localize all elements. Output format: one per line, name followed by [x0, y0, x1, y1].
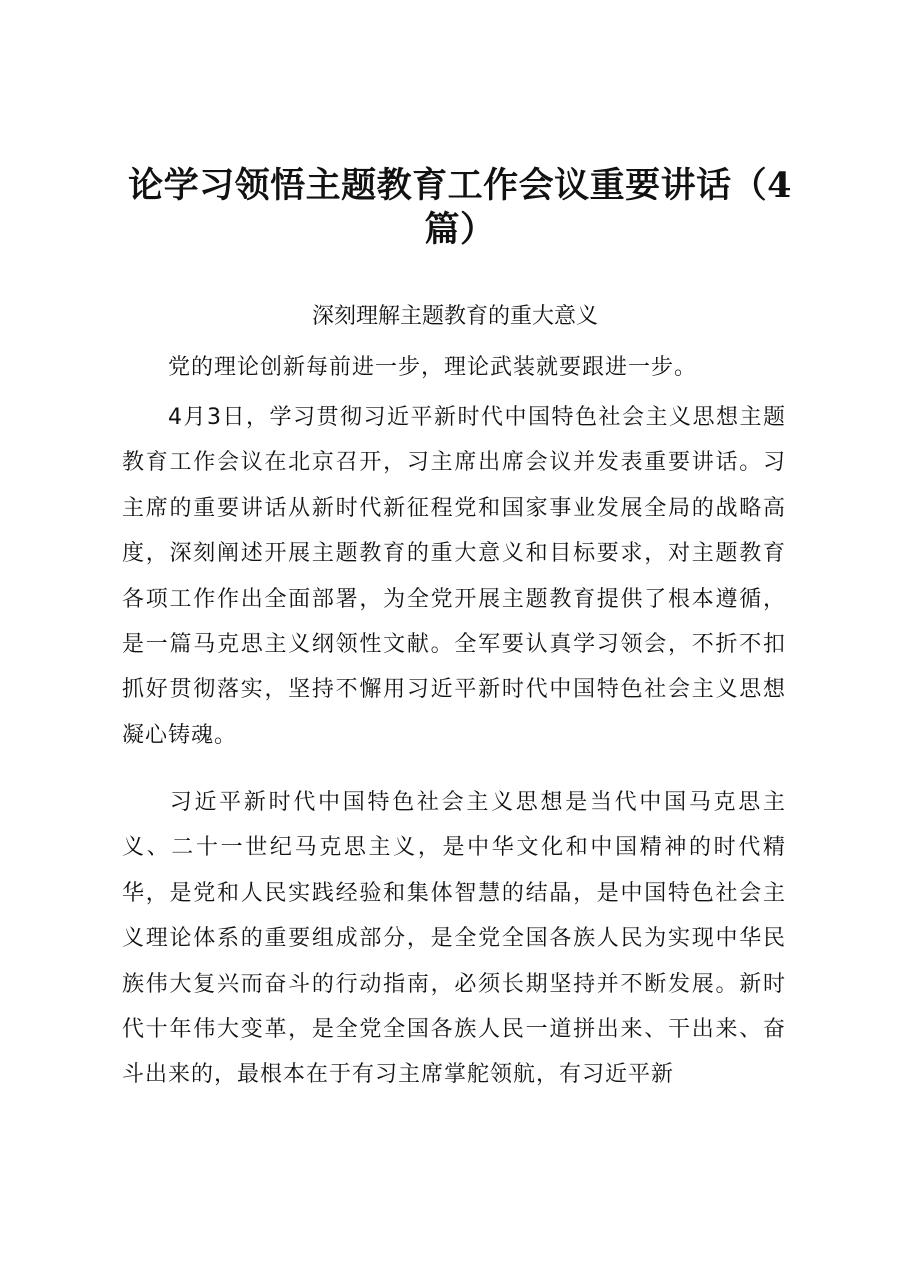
paragraph — [122, 780, 786, 1098]
document-title: 论学习领悟主题教育工作会议重要讲话（4篇） — [128, 165, 792, 250]
paragraph — [122, 345, 786, 390]
paragraph — [122, 395, 786, 758]
paragraph-text: 4月3日，学习贯彻习近平新时代中国特色社会主义思想主题教育工作会议在北京召开，习主席出席会议并发表重要讲话。习主席的重要讲话从新时代新征程党和国家事业发展全局的战略高度，深刻阐述开展主题教育的重大意义和目标要求，对主题教育各项工作作出全面部署，为全党开展主题教育提供了根本遵循，是一篇马克思主义纲领性文献。全军要认真学习领会，不折不扣抓好贯彻落实，坚持不懈用习近平新时代中国特色社会主义思想凝心铸魂。 — [122, 405, 786, 748]
paragraph-text: 党的理论创新每前进一步，理论武装就要跟进一步。 — [168, 355, 698, 380]
section-subtitle: 深刻理解主题教育的重大意义 — [311, 304, 598, 329]
paragraph-text: 习近平新时代中国特色社会主义思想是当代中国马克思主义、二十一世纪马克思主义，是中华文化和中国精神的时代精华，是党和人民实践经验和集体智慧的结晶，是中国特色社会主义理论体系的重要组成部分，是全党全国各族人民为实现中华民族伟大复兴而奋斗的行动指南，必须长期坚持并不断发展。新时代十年伟大变革，是全党全国各族人民一道拼出来、干出来、奋斗出来的，最根本在于有习主席掌舵领航，有习近平新 — [122, 790, 786, 1088]
